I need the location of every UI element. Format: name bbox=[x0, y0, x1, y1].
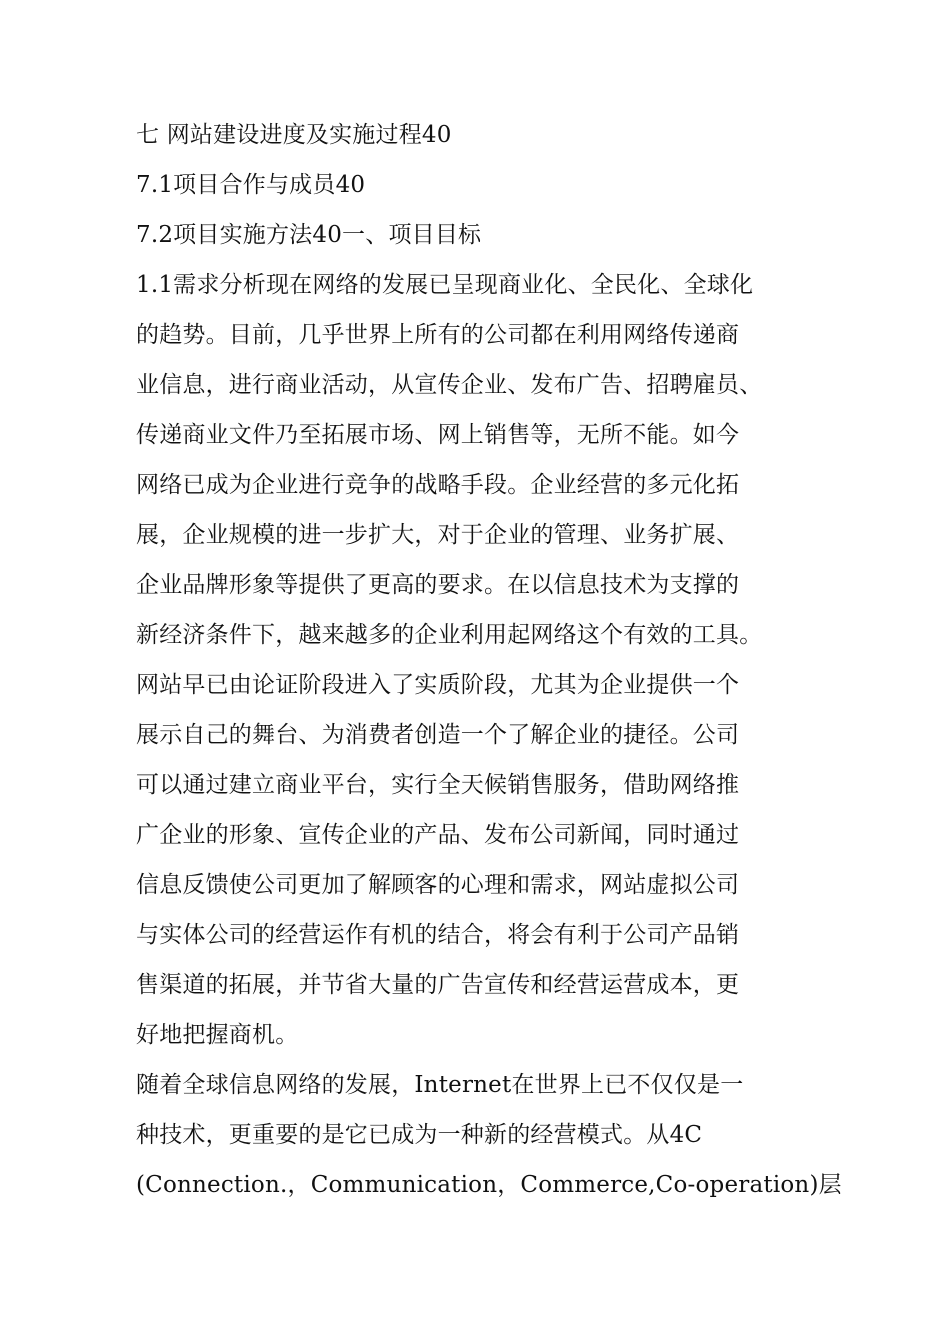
paragraph-line: 网站早已由论证阶段进入了实质阶段，尤其为企业提供一个 bbox=[136, 672, 740, 698]
paragraph-line: 种技术，更重要的是它已成为一种新的经营模式。从4C bbox=[136, 1122, 703, 1148]
paragraph-line: 传递商业文件乃至拓展市场、网上销售等，无所不能。如今 bbox=[136, 422, 740, 448]
paragraph-line: 与实体公司的经营运作有机的结合，将会有利于公司产品销 bbox=[136, 922, 740, 948]
toc-line-7-1: 7.1项目合作与成员40 bbox=[136, 172, 366, 198]
paragraph-line: 的趋势。目前，几乎世界上所有的公司都在利用网络传递商 bbox=[136, 322, 740, 348]
paragraph-line: 新经济条件下，越来越多的企业利用起网络这个有效的工具。 bbox=[136, 622, 763, 648]
paragraph-line: 业信息，进行商业活动，从宣传企业、发布广告、招聘雇员、 bbox=[136, 372, 763, 398]
paragraph-line: 展示自己的舞台、为消费者创造一个了解企业的捷径。公司 bbox=[136, 722, 740, 748]
toc-line-7-2: 7.2项目实施方法40一、项目目标 bbox=[136, 222, 482, 248]
paragraph-line: (Connection.，Communication，Commerce,Co-operation)层 bbox=[136, 1172, 842, 1198]
document-body bbox=[136, 110, 842, 1210]
paragraph-line: 广企业的形象、宣传企业的产品、发布公司新闻，同时通过 bbox=[136, 822, 740, 848]
paragraph-line: 可以通过建立商业平台，实行全天候销售服务，借助网络推 bbox=[136, 772, 740, 798]
paragraph-line: 展，企业规模的进一步扩大，对于企业的管理、业务扩展、 bbox=[136, 522, 740, 548]
paragraph-line: 好地把握商机。 bbox=[136, 1022, 299, 1048]
paragraph-line: 随着全球信息网络的发展，Internet在世界上已不仅仅是一 bbox=[136, 1072, 744, 1098]
paragraph-line: 企业品牌形象等提供了更高的要求。在以信息技术为支撑的 bbox=[136, 572, 740, 598]
toc-line-7: 七 网站建设进度及实施过程40 bbox=[136, 122, 452, 148]
paragraph-line: 1.1需求分析现在网络的发展已呈现商业化、全民化、全球化 bbox=[136, 272, 754, 298]
paragraph-line: 售渠道的拓展，并节省大量的广告宣传和经营运营成本，更 bbox=[136, 972, 740, 998]
paragraph-line: 网络已成为企业进行竞争的战略手段。企业经营的多元化拓 bbox=[136, 472, 740, 498]
paragraph-line: 信息反馈使公司更加了解顾客的心理和需求，网站虚拟公司 bbox=[136, 872, 740, 898]
